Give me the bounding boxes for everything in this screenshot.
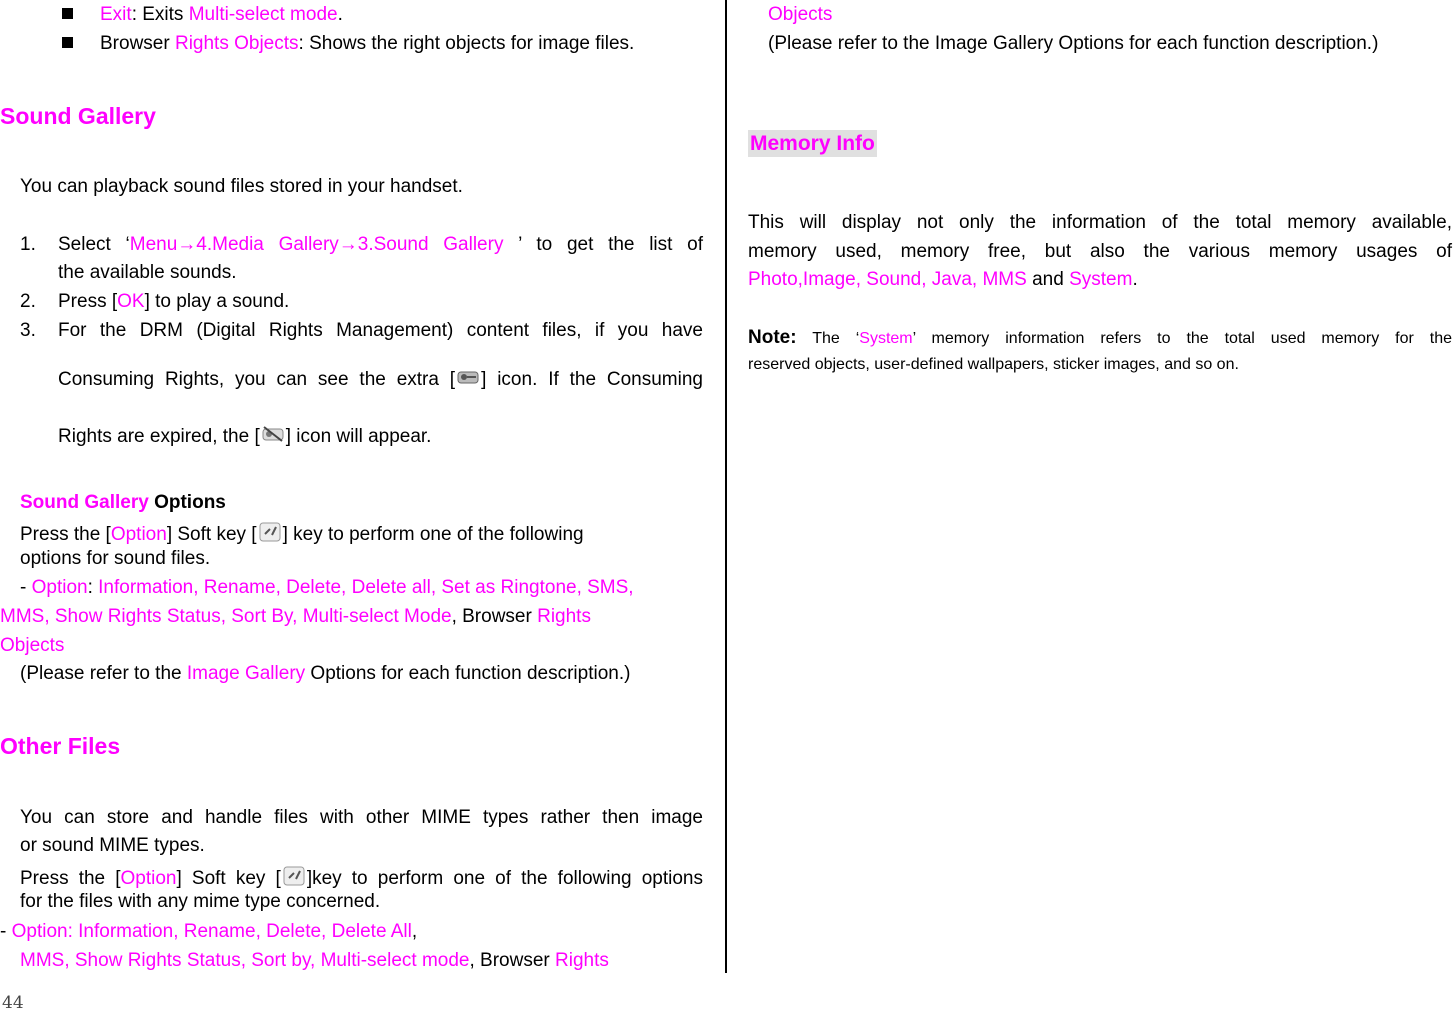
consuming-rights-icon xyxy=(455,366,481,388)
other-press-option-line-2: for the files with any mime type concerned. xyxy=(20,891,381,912)
sound-option-list-line-2: MMS, Show Rights Status, Sort By, Multi-select Mode, Browser Rights xyxy=(0,606,591,627)
sound-press-option-line-1: Press the [Option] Soft key [ ] key to perform one of the following xyxy=(20,521,584,546)
step-1-line-1: Select ‘Menu→4.Media Gallery→3.Sound Gallery ’ to get the list of xyxy=(58,234,703,255)
bullet-browser-rights: Browser Rights Objects: Shows the right objects for image files. xyxy=(62,33,634,55)
sound-option-list-line-1: - Option: Information, Rename, Delete, Delete all, Set as Ringtone, SMS, xyxy=(20,577,634,598)
step-3-line-1: For the DRM (Digital Rights Management) content files, if you have xyxy=(58,320,703,341)
section-title-other-files: Other Files xyxy=(0,733,121,759)
step-number: 2. xyxy=(20,291,36,312)
sound-press-option-line-2: options for sound files. xyxy=(20,548,211,569)
memory-note-line-2: reserved objects, user-defined wallpapers, sticker images, and so on. xyxy=(748,356,1239,373)
sound-gallery-options-title: Sound Gallery Options xyxy=(20,492,226,513)
step-number: 1. xyxy=(20,234,36,255)
right-objects: Objects xyxy=(768,4,833,25)
memory-p3: Photo,Image, Sound, Java, MMS and System. xyxy=(748,269,1138,290)
other-files-p1: You can store and handle files with other MIME types rather then image xyxy=(20,807,703,828)
step-number: 3. xyxy=(20,320,36,341)
soft-key-icon xyxy=(281,865,307,887)
page-number: 44 xyxy=(2,993,24,1013)
other-option-list-line-1: - Option: Information, Rename, Delete, Delete All, xyxy=(0,921,418,942)
memory-p2: memory used, memory free, but also the various memory usages of xyxy=(748,241,1452,262)
expired-rights-icon xyxy=(260,423,286,445)
step-3-line-2: Consuming Rights, you can see the extra [ ] icon. If the Consuming xyxy=(58,366,703,391)
step-2: Press [OK] to play a sound. xyxy=(58,291,290,312)
column-divider xyxy=(725,0,727,973)
other-option-list-line-2: MMS, Show Rights Status, Sort by, Multi-select mode, Browser Rights xyxy=(20,950,609,971)
soft-key-icon xyxy=(257,521,283,543)
bullet-square-icon xyxy=(62,37,73,48)
sound-gallery-intro: You can playback sound files stored in your handset. xyxy=(20,176,463,197)
section-title-sound-gallery: Sound Gallery xyxy=(0,103,156,129)
sound-option-list-line-3: Objects xyxy=(0,635,65,656)
bullet-square-icon xyxy=(62,8,73,19)
section-title-memory-info: Memory Info xyxy=(750,132,875,155)
other-files-p2: or sound MIME types. xyxy=(20,835,205,856)
bullet-exit: Exit: Exits Multi-select mode. xyxy=(62,4,343,26)
other-press-option-line-1: Press the [Option] Soft key [ ]key to perform one of the following options xyxy=(20,865,703,890)
right-refer-note: (Please refer to the Image Gallery Options for each function description.) xyxy=(768,33,1379,54)
sound-refer-note: (Please refer to the Image Gallery Options for each function description.) xyxy=(20,663,631,684)
memory-note-line-1: Note: The ‘System’ memory information refers to the total used memory for the xyxy=(748,327,1452,348)
memory-p1: This will display not only the information of the total memory available, xyxy=(748,212,1452,233)
step-1-line-2: the available sounds. xyxy=(58,262,237,283)
step-3-line-3: Rights are expired, the [ ] icon will appear. xyxy=(58,423,431,448)
